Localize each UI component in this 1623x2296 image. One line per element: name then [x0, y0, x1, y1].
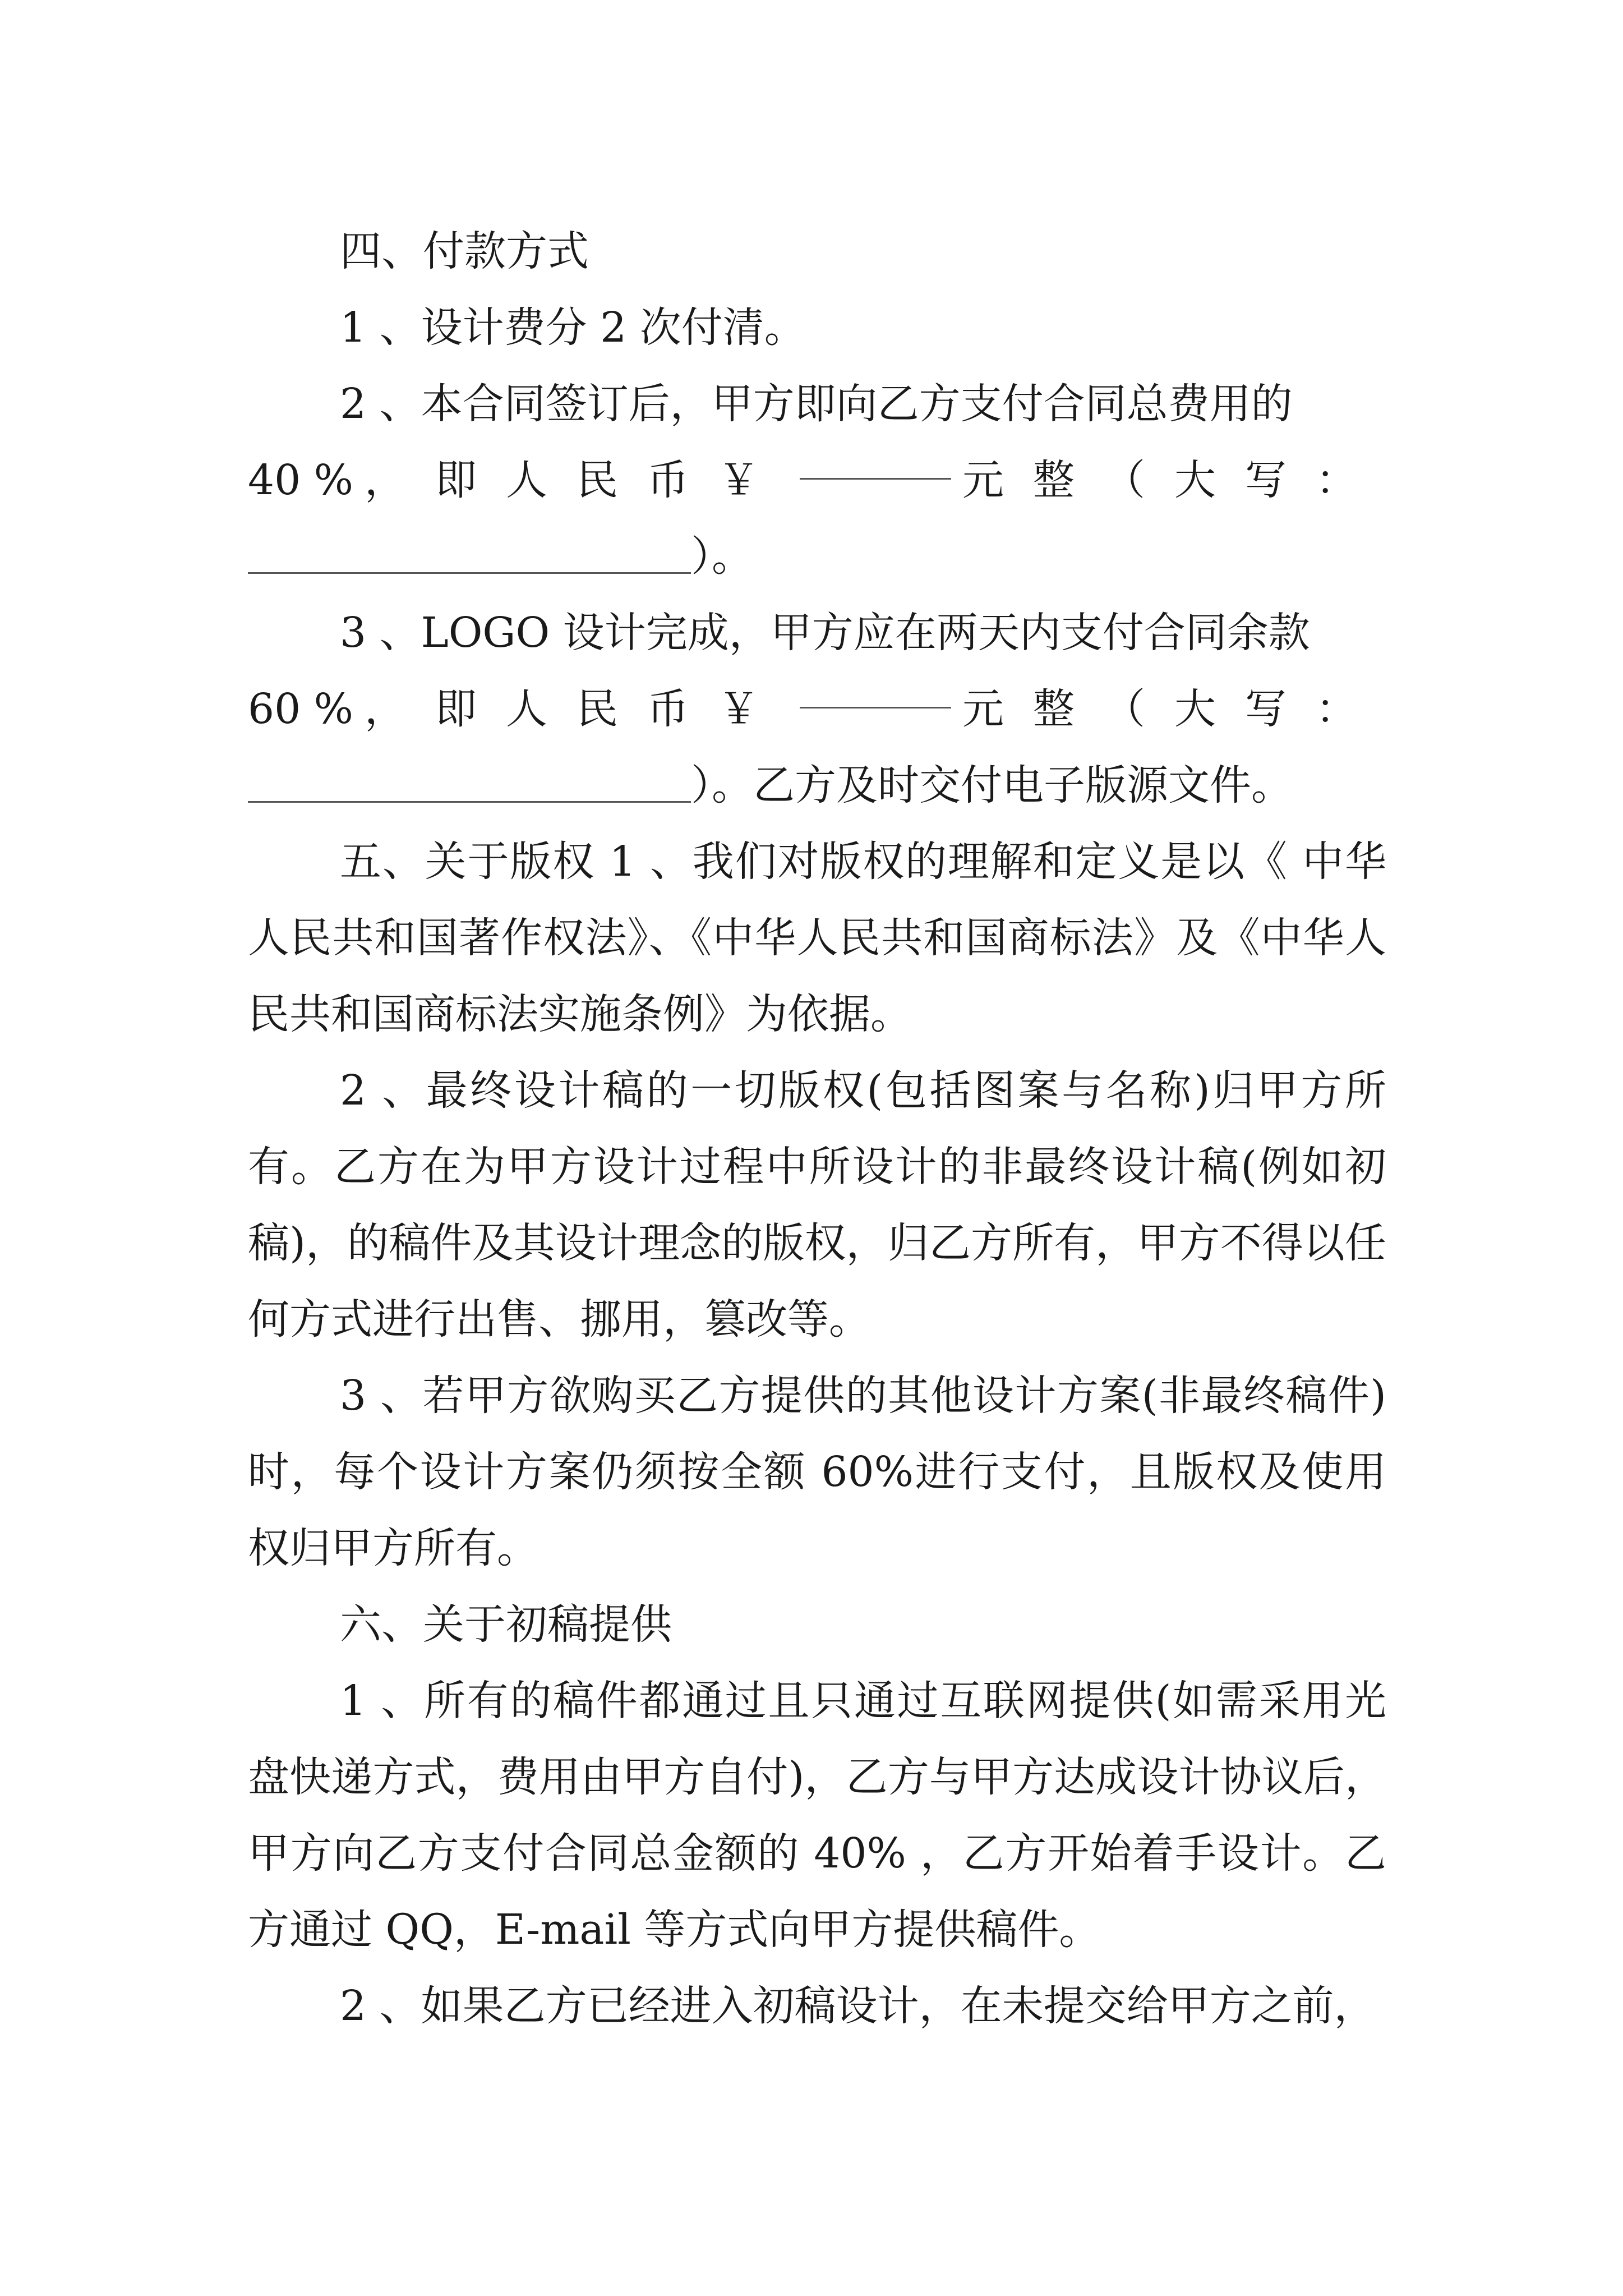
- payment-item-2-amount-blank: [800, 442, 951, 480]
- draft-paragraph-2: 2 、如果乙方已经进入初稿设计，在未提交给甲方之前，: [340, 1982, 1376, 2030]
- payment-item-3-percent: 60 %: [248, 685, 353, 733]
- draft-paragraph-1: 1 、所有的稿件都通过且只通过互联网提供(如需采用光盘快递方式，费用由甲方自付)，乙方与甲方达成设计协议后，甲方向乙方支付合同总金额的 40% ，乙方开始着手设计。乙方通过 QQ，E-mail 等方式向甲方提供稿件。: [248, 1677, 1386, 1954]
- payment-item-2-line1: 2 、本合同签订后，甲方即向乙方支付合同总费用的: [340, 380, 1293, 428]
- copyright-paragraph-2: 2 、最终设计稿的一切版权(包括图案与名称)归甲方所有。乙方在为甲方设计过程中所设计的非最终设计稿(例如初稿)，的稿件及其设计理念的版权，归乙方所有，甲方不得以任何方式进行出售、挪用，篡改等。: [248, 1066, 1386, 1343]
- payment-item-1: 1 、设计费分 2 次付清。: [340, 303, 806, 352]
- section-heading-draft: 六、关于初稿提供: [340, 1600, 672, 1649]
- payment-item-3-line1: 3 、LOGO 设计完成，甲方应在两天内支付合同余款: [340, 609, 1310, 657]
- payment-item-2-amount-line: [248, 442, 1386, 518]
- payment-item-2-rmb-label: ，即人民币￥: [365, 456, 789, 504]
- payment-item-3-line3: [248, 747, 1386, 823]
- payment-item-3-rmb-label: ，即人民币￥: [365, 685, 789, 733]
- copyright-paragraph-1: 五、关于版权 1 、我们对版权的理解和定义是以《 中华人民共和国著作权法》、《中华人民共和国商标法》及《中华人民共和国商标法实施条例》为依据。: [248, 838, 1386, 1038]
- contract-body: [248, 213, 1386, 2044]
- payment-item-3-capital-blank: [248, 765, 691, 803]
- payment-item-3: [248, 595, 1386, 823]
- copyright-paragraph-3: 3 、若甲方欲购买乙方提供的其他设计方案(非最终稿件)时，每个设计方案仍须按全额 60%进行支付，且版权及使用权归甲方所有。: [248, 1372, 1386, 1572]
- payment-item-2-end: ）。: [691, 532, 753, 581]
- payment-item-3-end: ）。乙方及时交付电子版源文件。: [691, 761, 1293, 809]
- payment-item-2-unit-label: 元整（大写：: [962, 456, 1386, 504]
- payment-item-2-capital-blank: [248, 536, 691, 574]
- payment-item-3-amount-blank: [800, 671, 951, 708]
- payment-item-2: [248, 366, 1386, 595]
- payment-item-3-amount-line: [248, 671, 1386, 747]
- payment-item-2-percent: 40 %: [248, 456, 353, 504]
- section-heading-payment: 四、付款方式: [340, 227, 589, 275]
- payment-item-3-unit-label: 元整（大写：: [962, 685, 1386, 733]
- payment-item-2-line3: [248, 518, 1386, 595]
